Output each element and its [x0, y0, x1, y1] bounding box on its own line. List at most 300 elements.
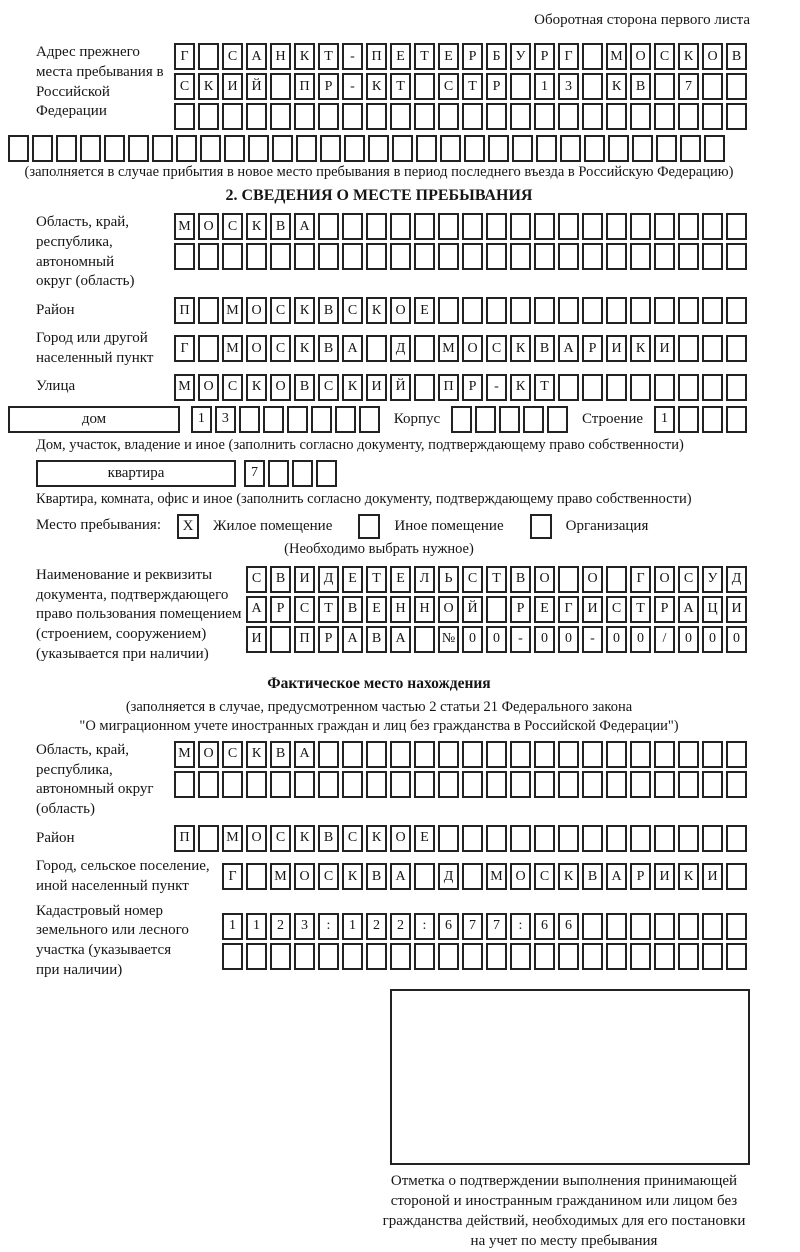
- char-box[interactable]: [654, 374, 675, 401]
- char-box[interactable]: О: [246, 335, 267, 362]
- char-box[interactable]: [392, 135, 413, 162]
- char-box[interactable]: [200, 135, 221, 162]
- char-box[interactable]: [294, 943, 315, 970]
- char-box[interactable]: 7: [486, 913, 507, 940]
- char-box[interactable]: С: [534, 863, 555, 890]
- char-box[interactable]: [174, 103, 195, 130]
- char-box[interactable]: [198, 335, 219, 362]
- char-box[interactable]: И: [246, 626, 267, 653]
- char-box[interactable]: [582, 103, 603, 130]
- char-box[interactable]: О: [654, 566, 675, 593]
- char-box[interactable]: [678, 243, 699, 270]
- char-box[interactable]: [630, 374, 651, 401]
- char-box[interactable]: [726, 243, 747, 270]
- char-box[interactable]: [582, 297, 603, 324]
- char-box[interactable]: [294, 103, 315, 130]
- char-box[interactable]: [510, 741, 531, 768]
- char-box[interactable]: 0: [486, 626, 507, 653]
- char-box[interactable]: С: [270, 335, 291, 362]
- char-box[interactable]: 6: [534, 913, 555, 940]
- char-box[interactable]: [390, 213, 411, 240]
- char-box[interactable]: [630, 297, 651, 324]
- char-box[interactable]: Д: [438, 863, 459, 890]
- char-box[interactable]: 0: [606, 626, 627, 653]
- char-box[interactable]: П: [438, 374, 459, 401]
- char-box[interactable]: [678, 374, 699, 401]
- char-box[interactable]: [536, 135, 557, 162]
- char-box[interactable]: С: [222, 741, 243, 768]
- char-box[interactable]: [582, 913, 603, 940]
- char-box[interactable]: [296, 135, 317, 162]
- char-box[interactable]: П: [174, 825, 195, 852]
- char-box[interactable]: [702, 103, 723, 130]
- char-box[interactable]: [558, 566, 579, 593]
- char-box[interactable]: [486, 943, 507, 970]
- char-box[interactable]: [438, 825, 459, 852]
- char-box[interactable]: К: [342, 374, 363, 401]
- char-box[interactable]: С: [222, 213, 243, 240]
- char-box[interactable]: О: [534, 566, 555, 593]
- char-box[interactable]: [654, 825, 675, 852]
- char-box[interactable]: В: [342, 596, 363, 623]
- char-box[interactable]: Н: [390, 596, 411, 623]
- char-box[interactable]: [606, 825, 627, 852]
- char-box[interactable]: [582, 771, 603, 798]
- char-box[interactable]: С: [318, 374, 339, 401]
- char-box[interactable]: К: [294, 43, 315, 70]
- char-box[interactable]: [198, 297, 219, 324]
- char-box[interactable]: [414, 243, 435, 270]
- char-box[interactable]: [582, 213, 603, 240]
- char-box[interactable]: [558, 374, 579, 401]
- char-box[interactable]: К: [294, 297, 315, 324]
- char-box[interactable]: [486, 741, 507, 768]
- char-box[interactable]: [726, 406, 747, 433]
- char-box[interactable]: Е: [390, 566, 411, 593]
- char-box[interactable]: А: [678, 596, 699, 623]
- char-box[interactable]: [176, 135, 197, 162]
- char-box[interactable]: [654, 741, 675, 768]
- char-box[interactable]: [582, 243, 603, 270]
- char-box[interactable]: [438, 771, 459, 798]
- char-box[interactable]: О: [702, 43, 723, 70]
- char-box[interactable]: О: [390, 825, 411, 852]
- char-box[interactable]: В: [270, 566, 291, 593]
- char-box[interactable]: [534, 943, 555, 970]
- char-box[interactable]: [534, 741, 555, 768]
- char-box[interactable]: 0: [726, 626, 747, 653]
- char-box[interactable]: [606, 943, 627, 970]
- char-box[interactable]: М: [222, 335, 243, 362]
- char-box[interactable]: :: [318, 913, 339, 940]
- char-box[interactable]: -: [342, 43, 363, 70]
- char-box[interactable]: [414, 335, 435, 362]
- char-box[interactable]: 7: [244, 460, 265, 487]
- char-box[interactable]: [342, 243, 363, 270]
- char-box[interactable]: А: [294, 741, 315, 768]
- char-box[interactable]: [630, 243, 651, 270]
- char-box[interactable]: [534, 825, 555, 852]
- char-box[interactable]: [510, 943, 531, 970]
- char-box[interactable]: Р: [270, 596, 291, 623]
- char-box[interactable]: [368, 135, 389, 162]
- char-box[interactable]: У: [510, 43, 531, 70]
- char-box[interactable]: [488, 135, 509, 162]
- char-box[interactable]: Г: [222, 863, 243, 890]
- char-box[interactable]: Р: [486, 73, 507, 100]
- char-box[interactable]: [366, 213, 387, 240]
- char-box[interactable]: А: [558, 335, 579, 362]
- char-box[interactable]: А: [606, 863, 627, 890]
- char-box[interactable]: Ь: [438, 566, 459, 593]
- char-box[interactable]: [414, 771, 435, 798]
- char-box[interactable]: В: [318, 825, 339, 852]
- char-box[interactable]: К: [510, 335, 531, 362]
- char-box[interactable]: 1: [191, 406, 212, 433]
- char-box[interactable]: С: [318, 863, 339, 890]
- char-box[interactable]: Т: [318, 596, 339, 623]
- char-box[interactable]: И: [222, 73, 243, 100]
- char-box[interactable]: 3: [215, 406, 236, 433]
- char-box[interactable]: Т: [486, 566, 507, 593]
- char-box[interactable]: [174, 771, 195, 798]
- char-box[interactable]: [678, 741, 699, 768]
- char-box[interactable]: [606, 913, 627, 940]
- char-box[interactable]: [416, 135, 437, 162]
- char-box[interactable]: [366, 771, 387, 798]
- char-box[interactable]: П: [294, 73, 315, 100]
- char-box[interactable]: [678, 297, 699, 324]
- char-box[interactable]: С: [438, 73, 459, 100]
- char-box[interactable]: [462, 943, 483, 970]
- char-box[interactable]: М: [174, 741, 195, 768]
- char-box[interactable]: [702, 297, 723, 324]
- char-box[interactable]: [263, 406, 284, 433]
- char-box[interactable]: [510, 73, 531, 100]
- char-box[interactable]: [630, 213, 651, 240]
- char-box[interactable]: [534, 771, 555, 798]
- char-box[interactable]: В: [534, 335, 555, 362]
- char-box[interactable]: [606, 103, 627, 130]
- char-box[interactable]: [318, 741, 339, 768]
- char-box[interactable]: Р: [510, 596, 531, 623]
- char-box[interactable]: П: [294, 626, 315, 653]
- char-box[interactable]: [390, 243, 411, 270]
- zhiloe-checkbox[interactable]: X: [177, 514, 199, 539]
- char-box[interactable]: О: [294, 863, 315, 890]
- char-box[interactable]: 2: [270, 913, 291, 940]
- char-box[interactable]: [558, 297, 579, 324]
- char-box[interactable]: [359, 406, 380, 433]
- char-box[interactable]: А: [342, 626, 363, 653]
- char-box[interactable]: [606, 771, 627, 798]
- char-box[interactable]: [198, 103, 219, 130]
- char-box[interactable]: [318, 943, 339, 970]
- char-box[interactable]: 7: [678, 73, 699, 100]
- char-box[interactable]: [246, 863, 267, 890]
- char-box[interactable]: [198, 243, 219, 270]
- char-box[interactable]: М: [222, 297, 243, 324]
- char-box[interactable]: [726, 73, 747, 100]
- char-box[interactable]: Т: [390, 73, 411, 100]
- organizatsiya-checkbox[interactable]: [530, 514, 552, 539]
- char-box[interactable]: С: [486, 335, 507, 362]
- char-box[interactable]: [534, 103, 555, 130]
- char-box[interactable]: [486, 243, 507, 270]
- char-box[interactable]: С: [462, 566, 483, 593]
- char-box[interactable]: №: [438, 626, 459, 653]
- char-box[interactable]: И: [366, 374, 387, 401]
- char-box[interactable]: [475, 406, 496, 433]
- char-box[interactable]: И: [606, 335, 627, 362]
- char-box[interactable]: [702, 335, 723, 362]
- char-box[interactable]: [222, 243, 243, 270]
- char-box[interactable]: [678, 406, 699, 433]
- char-box[interactable]: О: [198, 374, 219, 401]
- char-box[interactable]: [510, 243, 531, 270]
- char-box[interactable]: [414, 103, 435, 130]
- char-box[interactable]: [632, 135, 653, 162]
- char-box[interactable]: [462, 863, 483, 890]
- char-box[interactable]: [534, 297, 555, 324]
- char-box[interactable]: [606, 243, 627, 270]
- char-box[interactable]: [335, 406, 356, 433]
- char-box[interactable]: :: [510, 913, 531, 940]
- char-box[interactable]: С: [222, 374, 243, 401]
- char-box[interactable]: 6: [438, 913, 459, 940]
- char-box[interactable]: 6: [558, 913, 579, 940]
- char-box[interactable]: [606, 213, 627, 240]
- char-box[interactable]: А: [246, 43, 267, 70]
- char-box[interactable]: [270, 73, 291, 100]
- char-box[interactable]: Г: [558, 43, 579, 70]
- char-box[interactable]: К: [510, 374, 531, 401]
- char-box[interactable]: Е: [438, 43, 459, 70]
- char-box[interactable]: [342, 213, 363, 240]
- char-box[interactable]: [246, 243, 267, 270]
- char-box[interactable]: [152, 135, 173, 162]
- char-box[interactable]: [704, 135, 725, 162]
- char-box[interactable]: [486, 771, 507, 798]
- char-box[interactable]: [654, 103, 675, 130]
- char-box[interactable]: [558, 741, 579, 768]
- char-box[interactable]: [198, 825, 219, 852]
- char-box[interactable]: [414, 73, 435, 100]
- char-box[interactable]: Е: [414, 825, 435, 852]
- char-box[interactable]: К: [366, 297, 387, 324]
- char-box[interactable]: [342, 103, 363, 130]
- char-box[interactable]: 7: [462, 913, 483, 940]
- char-box[interactable]: [534, 243, 555, 270]
- char-box[interactable]: 1: [654, 406, 675, 433]
- char-box[interactable]: 3: [294, 913, 315, 940]
- char-box[interactable]: [512, 135, 533, 162]
- char-box[interactable]: С: [654, 43, 675, 70]
- char-box[interactable]: К: [366, 825, 387, 852]
- char-box[interactable]: Т: [462, 73, 483, 100]
- char-box[interactable]: Г: [174, 335, 195, 362]
- char-box[interactable]: И: [654, 335, 675, 362]
- char-box[interactable]: /: [654, 626, 675, 653]
- char-box[interactable]: С: [270, 825, 291, 852]
- char-box[interactable]: М: [606, 43, 627, 70]
- char-box[interactable]: [294, 771, 315, 798]
- char-box[interactable]: [702, 374, 723, 401]
- char-box[interactable]: [726, 335, 747, 362]
- char-box[interactable]: -: [486, 374, 507, 401]
- char-box[interactable]: [104, 135, 125, 162]
- char-box[interactable]: [390, 943, 411, 970]
- char-box[interactable]: К: [246, 374, 267, 401]
- char-box[interactable]: [270, 943, 291, 970]
- char-box[interactable]: [198, 771, 219, 798]
- char-box[interactable]: И: [654, 863, 675, 890]
- char-box[interactable]: [726, 213, 747, 240]
- char-box[interactable]: Т: [414, 43, 435, 70]
- char-box[interactable]: [726, 943, 747, 970]
- char-box[interactable]: [438, 297, 459, 324]
- char-box[interactable]: [678, 335, 699, 362]
- char-box[interactable]: [510, 213, 531, 240]
- char-box[interactable]: В: [318, 335, 339, 362]
- char-box[interactable]: О: [630, 43, 651, 70]
- char-box[interactable]: [654, 297, 675, 324]
- char-box[interactable]: [246, 771, 267, 798]
- char-box[interactable]: [582, 741, 603, 768]
- char-box[interactable]: 0: [702, 626, 723, 653]
- char-box[interactable]: [414, 213, 435, 240]
- char-box[interactable]: 1: [222, 913, 243, 940]
- char-box[interactable]: [678, 943, 699, 970]
- char-box[interactable]: Р: [318, 626, 339, 653]
- inoe-checkbox[interactable]: [358, 514, 380, 539]
- char-box[interactable]: [320, 135, 341, 162]
- char-box[interactable]: 1: [534, 73, 555, 100]
- char-box[interactable]: В: [510, 566, 531, 593]
- char-box[interactable]: [726, 825, 747, 852]
- char-box[interactable]: [318, 103, 339, 130]
- char-box[interactable]: М: [270, 863, 291, 890]
- char-box[interactable]: [608, 135, 629, 162]
- char-box[interactable]: [342, 943, 363, 970]
- char-box[interactable]: [80, 135, 101, 162]
- char-box[interactable]: [654, 943, 675, 970]
- char-box[interactable]: [462, 825, 483, 852]
- char-box[interactable]: [486, 103, 507, 130]
- char-box[interactable]: [287, 406, 308, 433]
- char-box[interactable]: В: [366, 626, 387, 653]
- char-box[interactable]: [32, 135, 53, 162]
- char-box[interactable]: Г: [558, 596, 579, 623]
- char-box[interactable]: [558, 943, 579, 970]
- char-box[interactable]: [56, 135, 77, 162]
- char-box[interactable]: [270, 243, 291, 270]
- char-box[interactable]: [486, 825, 507, 852]
- char-box[interactable]: 0: [630, 626, 651, 653]
- char-box[interactable]: П: [366, 43, 387, 70]
- char-box[interactable]: [414, 741, 435, 768]
- char-box[interactable]: И: [702, 863, 723, 890]
- char-box[interactable]: [606, 741, 627, 768]
- char-box[interactable]: Е: [366, 596, 387, 623]
- char-box[interactable]: О: [510, 863, 531, 890]
- char-box[interactable]: [702, 913, 723, 940]
- char-box[interactable]: [8, 135, 29, 162]
- char-box[interactable]: [630, 943, 651, 970]
- char-box[interactable]: С: [606, 596, 627, 623]
- char-box[interactable]: [726, 741, 747, 768]
- char-box[interactable]: Р: [462, 43, 483, 70]
- char-box[interactable]: К: [198, 73, 219, 100]
- char-box[interactable]: О: [438, 596, 459, 623]
- char-box[interactable]: [414, 863, 435, 890]
- char-box[interactable]: [702, 771, 723, 798]
- char-box[interactable]: [678, 913, 699, 940]
- char-box[interactable]: М: [222, 825, 243, 852]
- char-box[interactable]: В: [630, 73, 651, 100]
- char-box[interactable]: [499, 406, 520, 433]
- char-box[interactable]: Н: [414, 596, 435, 623]
- char-box[interactable]: Л: [414, 566, 435, 593]
- char-box[interactable]: [606, 297, 627, 324]
- char-box[interactable]: [462, 297, 483, 324]
- char-box[interactable]: К: [630, 335, 651, 362]
- char-box[interactable]: [630, 103, 651, 130]
- char-box[interactable]: [342, 741, 363, 768]
- char-box[interactable]: М: [174, 374, 195, 401]
- char-box[interactable]: [656, 135, 677, 162]
- char-box[interactable]: Д: [390, 335, 411, 362]
- char-box[interactable]: [523, 406, 544, 433]
- char-box[interactable]: О: [582, 566, 603, 593]
- char-box[interactable]: [222, 943, 243, 970]
- char-box[interactable]: 0: [462, 626, 483, 653]
- char-box[interactable]: О: [246, 297, 267, 324]
- char-box[interactable]: О: [462, 335, 483, 362]
- char-box[interactable]: П: [174, 297, 195, 324]
- char-box[interactable]: [678, 771, 699, 798]
- char-box[interactable]: [558, 825, 579, 852]
- char-box[interactable]: Р: [318, 73, 339, 100]
- char-box[interactable]: Г: [630, 566, 651, 593]
- char-box[interactable]: [680, 135, 701, 162]
- char-box[interactable]: Р: [630, 863, 651, 890]
- char-box[interactable]: А: [246, 596, 267, 623]
- char-box[interactable]: [510, 825, 531, 852]
- char-box[interactable]: -: [582, 626, 603, 653]
- char-box[interactable]: Р: [534, 43, 555, 70]
- char-box[interactable]: [702, 825, 723, 852]
- char-box[interactable]: [438, 243, 459, 270]
- char-box[interactable]: [440, 135, 461, 162]
- char-box[interactable]: [726, 374, 747, 401]
- char-box[interactable]: [726, 771, 747, 798]
- char-box[interactable]: [654, 243, 675, 270]
- char-box[interactable]: С: [294, 596, 315, 623]
- char-box[interactable]: К: [246, 741, 267, 768]
- char-box[interactable]: [558, 213, 579, 240]
- char-box[interactable]: О: [246, 825, 267, 852]
- char-box[interactable]: [547, 406, 568, 433]
- char-box[interactable]: Ц: [702, 596, 723, 623]
- char-box[interactable]: [272, 135, 293, 162]
- char-box[interactable]: [606, 374, 627, 401]
- char-box[interactable]: О: [390, 297, 411, 324]
- char-box[interactable]: С: [222, 43, 243, 70]
- char-box[interactable]: К: [558, 863, 579, 890]
- char-box[interactable]: 1: [342, 913, 363, 940]
- char-box[interactable]: А: [342, 335, 363, 362]
